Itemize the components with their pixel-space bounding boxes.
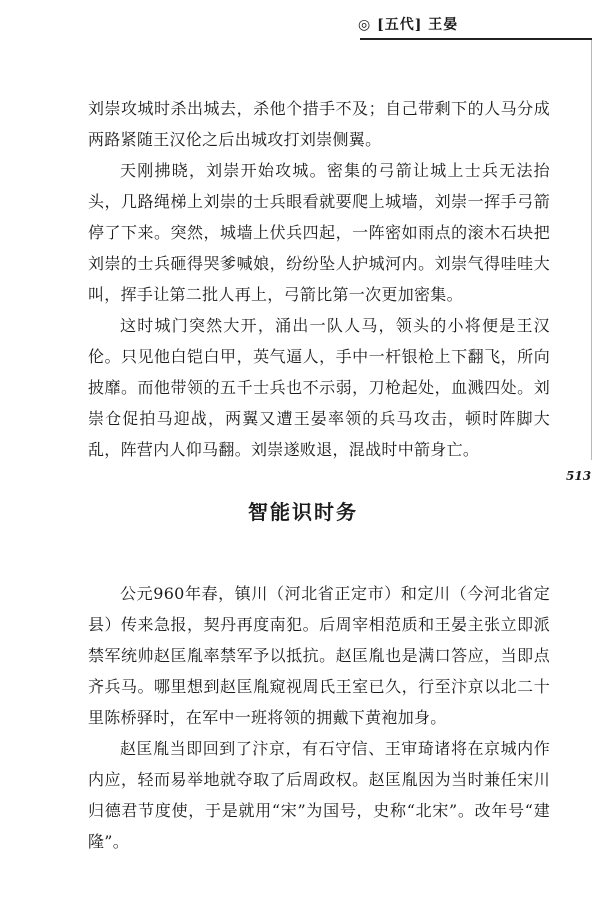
running-header: ◎ [五代] 王晏 bbox=[358, 17, 459, 33]
page-number: 513 bbox=[566, 469, 592, 483]
section-title: 智能识时务 bbox=[248, 500, 358, 524]
paragraph: 天刚拂晓，刘崇开始攻城。密集的弓箭让城上士兵无法抬头，几路绳梯上刘崇的士兵眼看就要爬上城墙，刘崇一挥手弓箭停了下来。突然，城墙上伏兵四起，一阵密如雨点的滚木石块把刘崇的士兵砸得哭爹喊娘，纷纷坠人护城河内。刘崇气得哇哇大叫，挥手让第二批人再上，弓箭比第一次更加密集。 bbox=[88, 161, 550, 304]
section-continuation bbox=[88, 93, 550, 465]
paragraph: 赵匡胤当即回到了汴京，有石守信、王审琦诸将在京城内作内应，轻而易举地就夺取了后周政权。赵匡胤因为当时兼任宋川归德君节度使，于是就用“宋”为国号，史称“北宋”。改年号“建隆”。 bbox=[88, 739, 550, 851]
paragraph: 这时城门突然大开，涌出一队人马，领头的小将便是王汉伦。只见他白铠白甲，英气逼人，手中一杆银枪上下翻飞，所向披靡。而他带领的五千士兵也不示弱，刀枪起处，血溅四处。刘崇仓促拍马迎战，两翼又遭王晏率领的兵马攻击，顿时阵脚大乱，阵营内人仰马翻。刘崇遂败退，混战时中箭身亡。 bbox=[88, 316, 550, 459]
section-body bbox=[88, 578, 550, 857]
paragraph: 公元960年春，镇川（河北省正定市）和定川（今河北省定县）传来急报，契丹再度南犯。后周宰相范质和王晏主张立即派禁军统帅赵匡胤率禁军予以抵抗。赵匡胤也是满口答应，当即点齐兵马。哪里想到赵匡胤窥视周氏王室已久，行至汴京以北二十里陈桥驿时，在军中一班将领的拥戴下黄袍加身。 bbox=[88, 584, 550, 727]
paragraph: 刘崇攻城时杀出城去，杀他个措手不及；自己带剩下的人马分成两路紧随王汉伦之后出城攻打刘崇侧翼。 bbox=[88, 99, 550, 149]
header-rule bbox=[360, 38, 592, 40]
margin-rule bbox=[591, 40, 592, 460]
